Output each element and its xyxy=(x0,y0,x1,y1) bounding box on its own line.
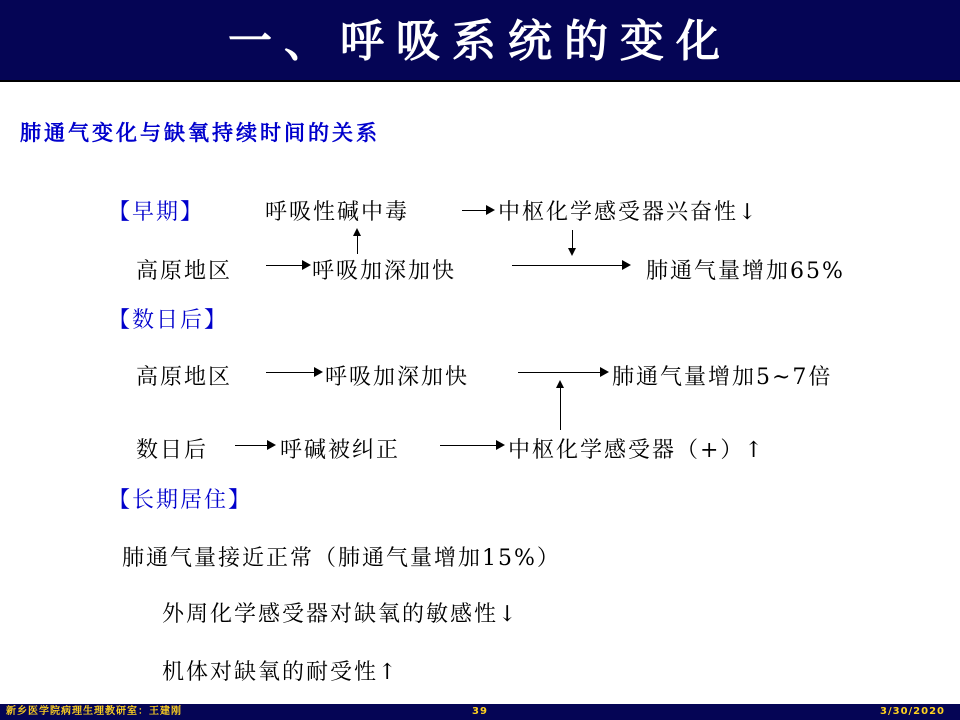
early-line1-right: 中枢化学感受器兴奋性↓ xyxy=(498,200,759,225)
early-arrow3-head xyxy=(622,260,631,270)
days-later-line2-b: 呼碱被纠正 xyxy=(280,438,401,463)
days-arrow4-head xyxy=(496,440,505,450)
early-label: 【早期】 xyxy=(108,200,205,225)
days-arrow1-shaft xyxy=(266,372,314,373)
days-arrow4-shaft xyxy=(440,445,496,446)
early-line2-b: 呼吸加深加快 xyxy=(312,259,457,284)
footer-date: 3/30/2020 xyxy=(880,706,946,717)
early-down-arrow-shaft xyxy=(572,230,573,250)
footer-institution: 新乡医学院病理生理教研室：王建刚 xyxy=(6,706,182,717)
early-line1-left: 呼吸性碱中毒 xyxy=(265,200,410,225)
days-later-line1-a: 高原地区 xyxy=(136,365,233,390)
days-later-line1-c: 肺通气量增加5~7倍 xyxy=(612,365,833,390)
days-arrow1-head xyxy=(314,367,323,377)
days-arrow3-head xyxy=(267,440,276,450)
days-later-line2-c: 中枢化学感受器（+）↑ xyxy=(508,438,765,463)
days-arrow3-shaft xyxy=(235,445,267,446)
days-up-arrow-shaft xyxy=(560,384,561,430)
days-arrow2-shaft xyxy=(518,372,600,373)
early-down-arrow-head xyxy=(568,248,576,256)
long-term-line3: 机体对缺氧的耐受性↑ xyxy=(162,660,399,685)
long-term-label: 【长期居住】 xyxy=(108,488,253,513)
early-line2-c: 肺通气量增加65% xyxy=(646,259,845,284)
early-arrow1-shaft xyxy=(462,210,486,211)
slide-title: 一、呼吸系统的变化 xyxy=(228,16,732,67)
long-term-line1: 肺通气量接近正常（肺通气量增加15%） xyxy=(122,546,561,571)
days-up-arrow-head xyxy=(556,380,564,388)
long-term-line2: 外周化学感受器对缺氧的敏感性↓ xyxy=(162,602,519,627)
days-later-line2-a: 数日后 xyxy=(136,438,209,463)
early-arrow2-head xyxy=(302,260,311,270)
days-later-label: 【数日后】 xyxy=(108,308,229,333)
days-later-line1-b: 呼吸加深加快 xyxy=(325,365,470,390)
early-line2-a: 高原地区 xyxy=(136,259,233,284)
slide-subtitle: 肺通气变化与缺氧持续时间的关系 xyxy=(20,120,380,145)
early-arrow1-head xyxy=(486,205,495,215)
footer-page-number: 39 xyxy=(472,706,488,717)
early-arrow2-shaft xyxy=(266,265,302,266)
early-arrow3-shaft xyxy=(512,265,622,266)
early-up-arrow-head xyxy=(353,228,361,236)
days-arrow2-head xyxy=(600,367,609,377)
